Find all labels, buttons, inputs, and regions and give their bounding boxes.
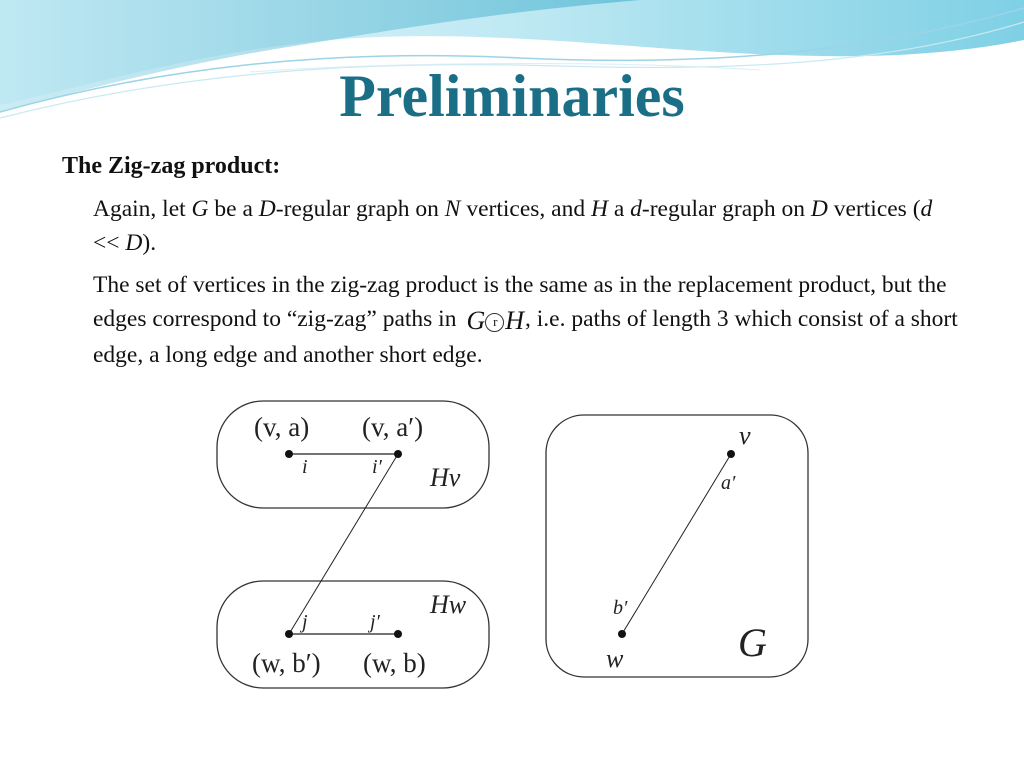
- paragraph-zigzag-description: [93, 268, 963, 372]
- page-title: Preliminaries: [339, 63, 685, 129]
- circled-z-icon: r: [485, 313, 504, 332]
- label-v: v: [739, 421, 751, 450]
- math-D: D: [258, 196, 276, 222]
- label-v-a-prime: (v, a′): [362, 412, 424, 442]
- math-d: d: [630, 196, 642, 222]
- label-j-prime: j′: [370, 611, 380, 633]
- label-w: w: [606, 644, 624, 673]
- section-subhead: The Zig-zag product:: [62, 153, 281, 179]
- paragraph-definition: [93, 192, 963, 260]
- label-i-prime: i′: [372, 456, 382, 478]
- text-run: be a: [208, 196, 259, 222]
- label-v-a: (v, a): [254, 412, 310, 442]
- text-run: a: [607, 196, 631, 222]
- vertex-v: [727, 450, 735, 458]
- math-D: D: [810, 196, 828, 222]
- vertex-v-a-prime: [394, 450, 402, 458]
- zz-G: G: [466, 306, 485, 335]
- label-b-prime: b′: [613, 597, 628, 619]
- text-run: -regular graph on: [641, 196, 811, 222]
- math-d: d: [920, 196, 933, 222]
- label-Hv: Hv: [430, 463, 461, 492]
- label-Hw: Hw: [430, 590, 467, 619]
- vertex-w: [618, 630, 626, 638]
- text-run: <<: [93, 230, 126, 256]
- label-w-b: (w, b): [363, 648, 426, 678]
- edge-long: [289, 454, 398, 634]
- graph-G-box: [546, 415, 808, 677]
- text-run: vertices (: [827, 196, 921, 222]
- text-run: vertices, and: [460, 196, 591, 222]
- zz-H: H: [505, 306, 524, 335]
- text-run: ).: [142, 230, 157, 256]
- vertex-v-a: [285, 450, 293, 458]
- label-i: i: [302, 456, 308, 478]
- label-w-b-prime: (w, b′): [252, 648, 321, 678]
- edge-G-v-w: [622, 454, 731, 634]
- math-G: G: [191, 196, 209, 222]
- zigzag-diagram: [176, 388, 851, 710]
- vertex-w-b-prime: [285, 630, 293, 638]
- text-run: The set of vertices in the zig-zag product is the same as in the replacement product, but the edges correspond to “zig-zag” paths in: [93, 272, 947, 332]
- text-run: , i.e. paths of length 3 which consist of a short edge, a long edge and another short edge.: [93, 306, 958, 368]
- label-a-prime: a′: [721, 472, 736, 494]
- math-H: H: [590, 196, 608, 222]
- label-j: j: [302, 611, 308, 633]
- text-run: -regular graph on: [275, 196, 445, 222]
- vertex-w-b: [394, 630, 402, 638]
- math-D: D: [125, 230, 143, 256]
- label-G: G: [738, 620, 767, 665]
- text-run: Again, let: [93, 196, 192, 222]
- math-N: N: [444, 196, 461, 222]
- zigzag-product-symbol: [466, 304, 523, 338]
- zigzag-figure: [176, 388, 851, 710]
